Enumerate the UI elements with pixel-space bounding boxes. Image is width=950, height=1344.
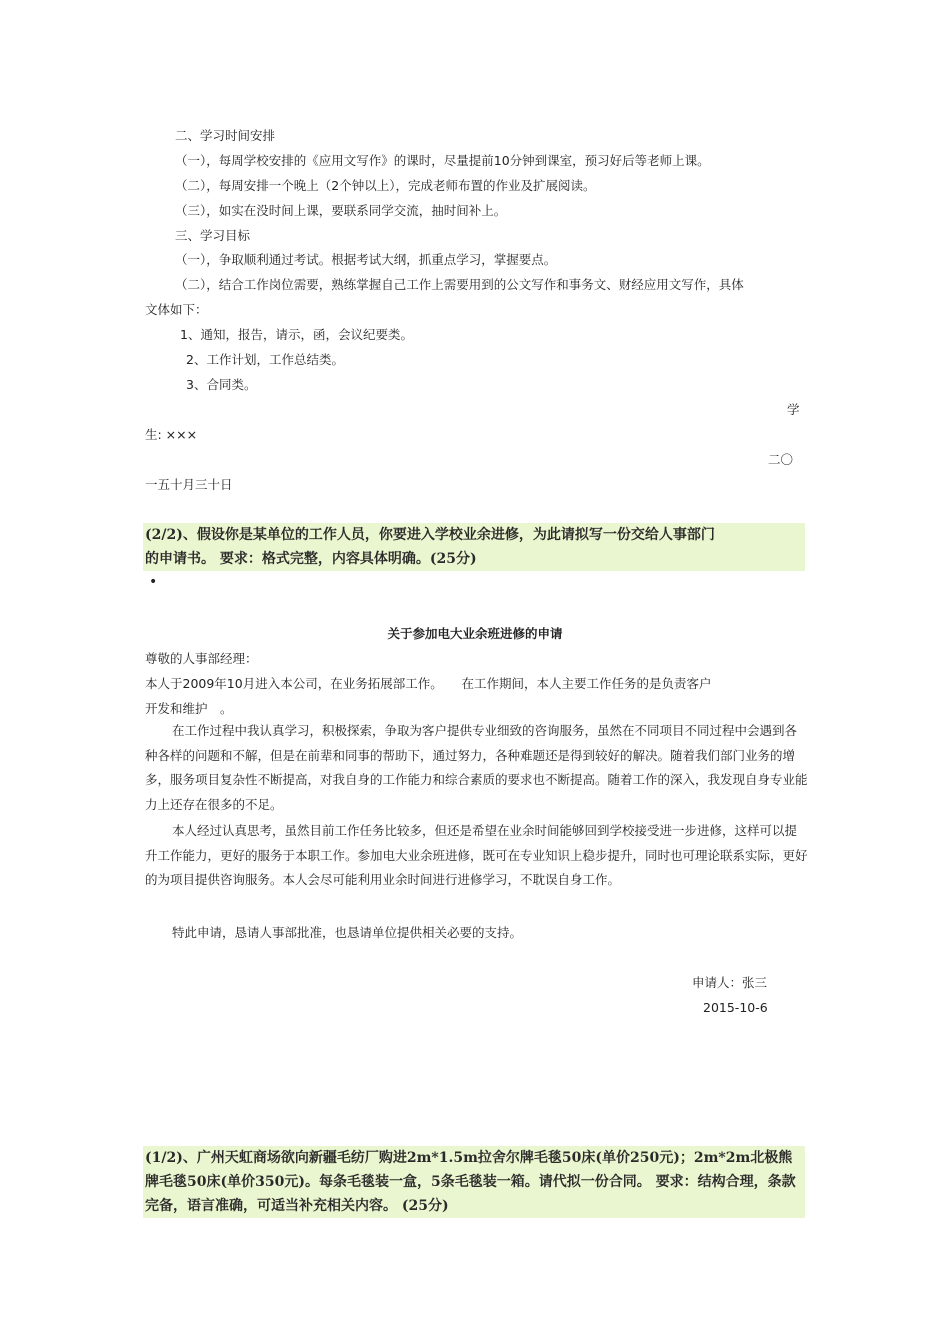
question-1-text: (1/2)、广州天虹商场欲向新疆毛纺厂购进2m*1.5m拉舍尔牌毛毯50床(单价250元)；2m*2m北极熊牌毛毯50床(单价350元)。每条毛毯装一盒，5条毛毯装一箱。请代拟一份合同。 要求：结构合理，条款完备，语言准确，可适当补充相关内容。 (25分) — [145, 1150, 796, 1214]
genre-item-3: 3、合同类。 — [186, 377, 257, 392]
section3-item-1: （一），争取顺利通过考试。根据考试大纲，抓重点学习，掌握要点。 — [175, 252, 557, 267]
genre-item-2: 2、工作计划，工作总结类。 — [186, 352, 344, 367]
question-2-line-1: (2/2)、假设你是某单位的工作人员，你要进入学校业余进修，为此请拟写一份交给人事部门 — [145, 527, 715, 543]
paragraph-2: 在工作过程中我认真学习，积极探索，争取为客户提供专业细致的咨询服务，虽然在不同项目不同过程中会遇到各种各样的问题和不解，但是在前辈和同事的帮助下，通过努力，各种难题还是得到较好的解决。随着我们部门业务的增多，服务项目复杂性不断提高，对我自身的工作能力和综合素质的要求也不断提高。随着工作的深入，我发现自身专业能力上还存在很多的不足。 — [145, 723, 808, 812]
student-line: 生: ××× — [145, 427, 198, 442]
date-head: 二〇 — [768, 452, 794, 467]
section2-item-2: （二），每周安排一个晚上（2个钟以上），完成老师布置的作业及扩展阅读。 — [175, 178, 596, 193]
application-title: 关于参加电大业余班进修的申请 — [387, 626, 563, 641]
applicant-signature: 申请人：张三 — [692, 975, 768, 990]
paragraph-1-line-1: 本人于2009年10月进入本公司，在业务拓展部工作。 在工作期间，本人主要工作任务的是负责客户 — [145, 676, 712, 691]
paragraph-4: 特此申请，恳请人事部批准，也恳请单位提供相关必要的支持。 — [172, 925, 523, 940]
question-1-box — [143, 1146, 805, 1218]
paragraph-3: 本人经过认真思考，虽然目前工作任务比较多，但还是希望在业余时间能够回到学校接受进一步进修，这样可以提升工作能力，更好的服务于本职工作。参加电大业余班进修，既可在专业知识上稳步提升，同时也可理论联系实际，更好的为项目提供咨询服务。本人会尽可能利用业余时间进行进修学习，不耽误自身工作。 — [145, 823, 808, 887]
section3-item-2-line2: 文体如下： — [145, 302, 208, 317]
salutation: 尊敬的人事部经理： — [145, 651, 258, 666]
genre-item-1: 1、通知，报告，请示，函，会议纪要类。 — [180, 327, 413, 342]
paragraph-1-line-2: 开发和维护 。 — [145, 701, 233, 716]
question-2-box — [143, 523, 805, 571]
question-2-line-2: 的申请书。 要求：格式完整，内容具体明确。(25分) — [145, 551, 477, 567]
section3-title: 三、学习目标 — [175, 228, 251, 243]
student-label-tail: 学 — [787, 402, 800, 417]
section2-item-1: （一），每周学校安排的《应用文写作》的课时，尽量提前10分钟到课室，预习好后等老师上课。 — [175, 153, 710, 168]
bullet-marker: • — [149, 574, 158, 590]
date-tail: 一五十月三十日 — [145, 477, 233, 492]
application-date: 2015-10-6 — [703, 1000, 768, 1015]
section2-title: 二、学习时间安排 — [175, 128, 276, 143]
section2-item-3: （三），如实在没时间上课，要联系同学交流，抽时间补上。 — [175, 203, 507, 218]
section3-item-2-line1: （二），结合工作岗位需要，熟练掌握自己工作上需要用到的公文写作和事务文、财经应用文写作，具体 — [175, 277, 744, 292]
